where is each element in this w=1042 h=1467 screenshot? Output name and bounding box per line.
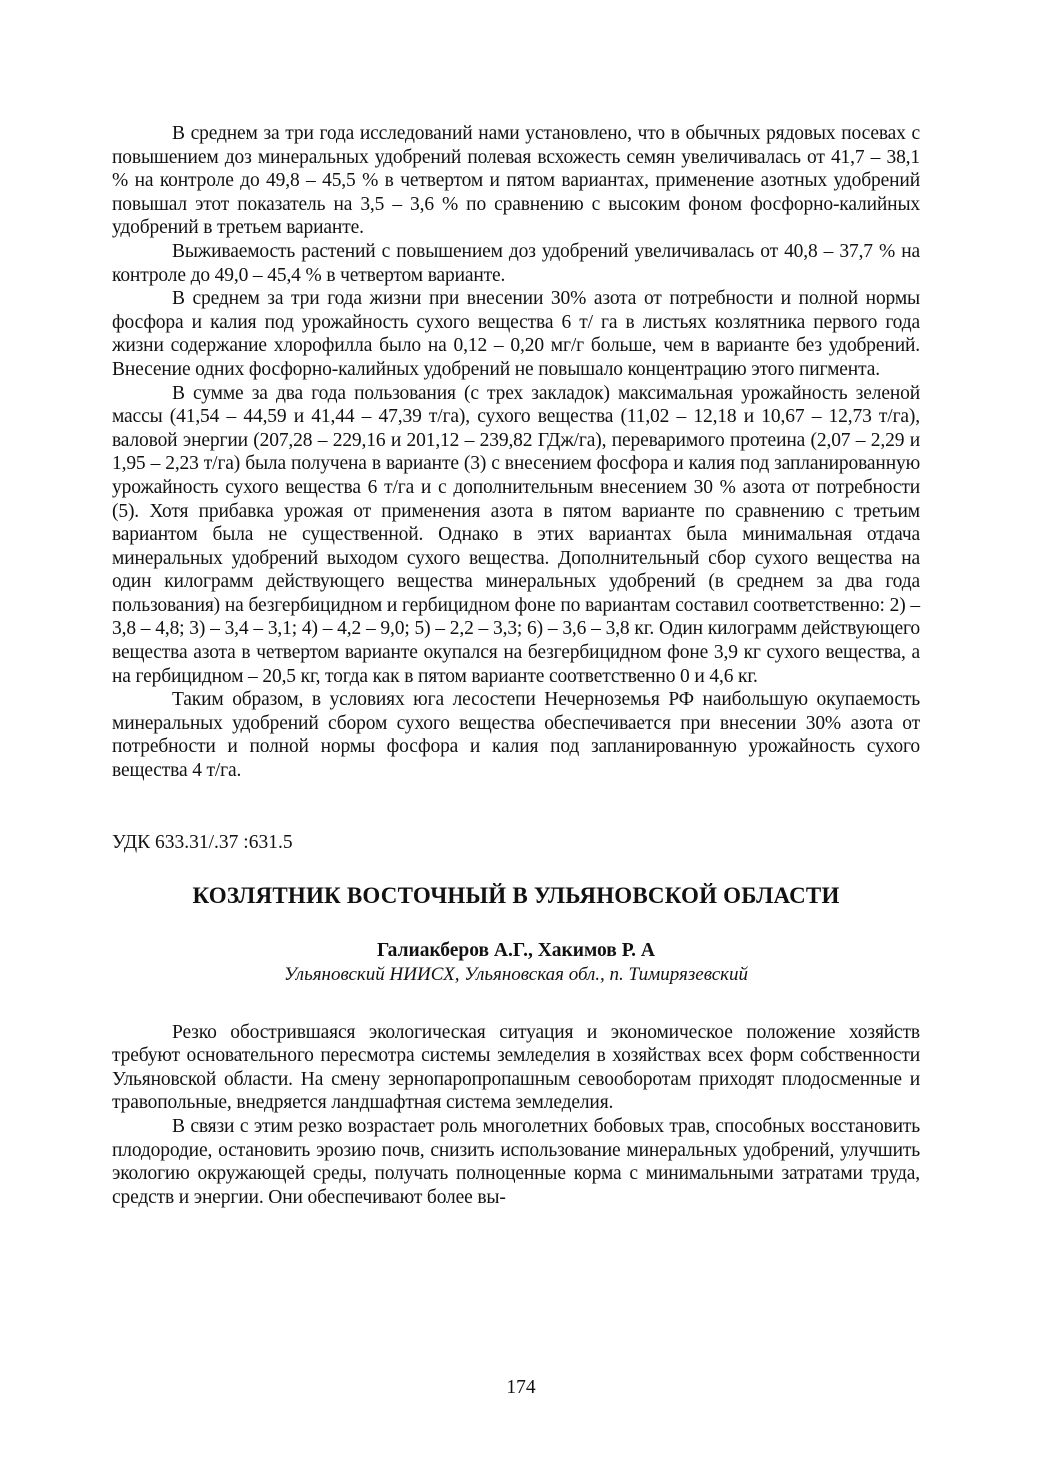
spacer — [112, 987, 920, 1021]
paragraph-yield: В сумме за два года пользования (с трех закладок) максимальная урожайность зеленой массы (41,54 – 44,59 и 41,44 – 47,39 т/га), сухого вещества (11,02 – 12,18 и 10,67 – 12,73 т/га), валовой энергии (207,28 – 229,16 и 201,12 – 239,82 ГДж/га), переваримого протеина (2,07 – 2,29 и 1,95 – 2,23 т/га) была получена в варианте (3) с внесением фосфора и калия под запланированную урожайность сухого вещества 6 т/га и с дополнительным внесением 30 % азота от потребности (5). Хотя прибавка урожая от применения азота в пятом варианте по сравнению с третьим вариантом была не существенной. Однако в этих вариантах была минимальная отдача минеральных удобрений выходом сухого вещества. Дополнительный сбор сухого вещества на один килограмм действующего вещества минеральных удобрений (в среднем за два года пользования) на безгербицидном и гербицидном фоне по вариантам составил соответственно: 2) – 3,8 – 4,8; 3) – 3,4 – 3,1; 4) – 4,2 – 9,0; 5) – 2,2 – 3,3; 6) – 3,6 – 3,8 кг. Один килограмм действующего вещества азота в четвертом варианте окупался на безгербицидном фоне 3,9 кг сухого вещества, а на гербицидном – 20,5 кг, тогда как в пятом варианте соответственно 0 и 4,6 кг. — [112, 382, 920, 687]
paragraph-legumes: В связи с этим резко возрастает роль многолетних бобовых трав, способных восстановить плодородие, остановить эрозию почв, снизить использование минеральных удобрений, улучшить экологию окружающей среды, получать полноценные корма с минимальными затратами труда, средств и энергии. Они обеспечивают более вы- — [112, 1116, 920, 1208]
paragraph-intro: Резко обострившаяся экологическая ситуация и экономическое положение хозяйств требуют основательного пересмотра системы земледелия в хозяйствах всех форм собственности Ульяновской области. На смену зернопаропропашным севооборотам приходят плодосменные и травопольные, внедряется ландшафтная система земледелия. — [112, 1021, 920, 1114]
paragraph-conclusion: Таким образом, в условиях юга лесостепи Нечерноземья РФ наибольшую окупаемость минеральных удобрений сбором сухого вещества обеспечивается при внесении 30% азота от потребности и полной нормы фосфора и калия под запланированную урожайность сухого вещества 4 т/га. — [112, 689, 920, 782]
article-affiliation: Ульяновский НИИСХ, Ульяновская обл., п. Тимирязевский — [283, 963, 749, 985]
article-authors: Галиакберов А.Г., Хакимов Р. А — [376, 939, 656, 961]
section-divider — [112, 783, 920, 831]
paragraph-chlorophyll: В среднем за три года жизни при внесении 30% азота от потребности и полной нормы фосфора и калия под урожайность сухого вещества 6 т/ га в листьях козлятника первого года жизни содержание хлорофилла было на 0,12 – 0,20 мг/г больше, чем в варианте без удобрений. Внесение одних фосфорно-калийных удобрений не повышало концентрацию этого пигмента. — [112, 288, 920, 380]
page-number: 174 — [506, 1377, 536, 1398]
article-title: КОЗЛЯТНИК ВОСТОЧНЫЙ В УЛЬЯНОВСКОЙ ОБЛАСТИ — [192, 882, 840, 908]
page-content — [112, 122, 920, 1209]
paragraph-germination: В среднем за три года исследований нами установлено, что в обычных рядовых посевах с повышением доз минеральных удобрений полевая всхожесть семян увеличивалась от 41,7 – 38,1 % на контроле до 49,8 – 45,5 % в четвертом и пятом вариантах, применение азотных удобрений повышал этот показатель на 3,5 – 3,6 % по сравнению с высоким фоном фосфорно-калийных удобрений в третьем варианте. — [112, 123, 920, 239]
paragraph-survival: Выживаемость растений с повышением доз удобрений увеличивалась от 40,8 – 37,7 % на контроле до 49,0 – 45,4 % в четвертом варианте. — [112, 240, 920, 286]
udk-code: УДК 633.31/.37 :631.5 — [112, 831, 293, 853]
